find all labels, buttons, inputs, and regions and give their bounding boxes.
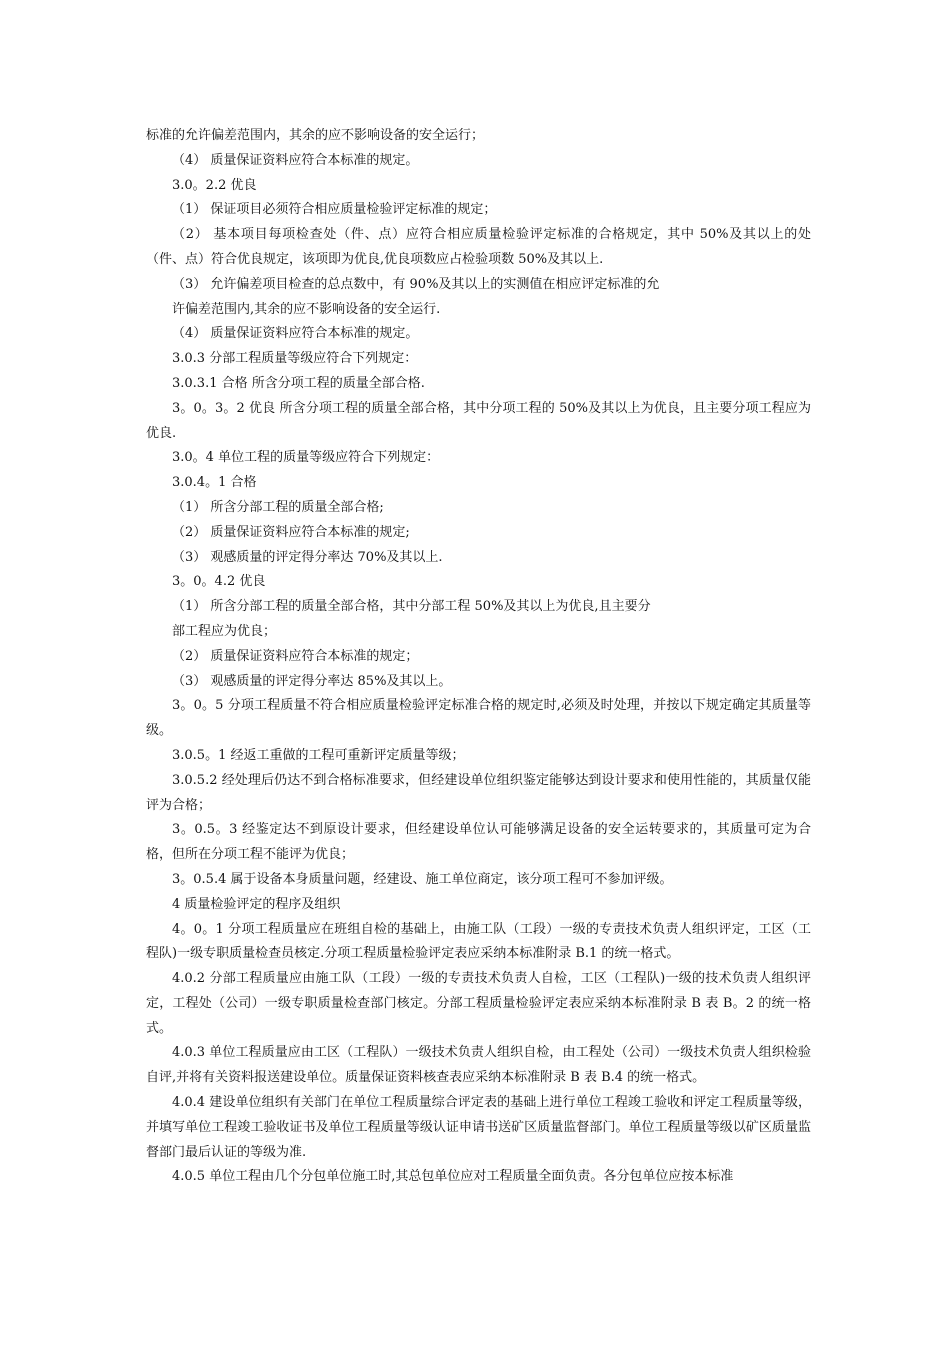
paragraph: 4.0.3 单位工程质量应由工区（工程队）一级技术负责人组织自检，由工程处（公司）一级技术负责人组织检验自评,并将有关资料报送建设单位。质量保证资料核查表应采纳本标准附录 B 表 B.4 的统一格式。: [146, 1045, 811, 1086]
paragraph: 4.0.5 单位工程由几个分包单位施工时,其总包单位应对工程质量全面负责。各分包单位应按本标准: [172, 1169, 734, 1185]
paragraph: （2） 基本项目每项检查处（件、点）应符合相应质量检验评定标准的合格规定，其中 50%及其以上的处（件、点）符合优良规定，该项即为优良,优良项数应占检验项数 50%及其以上.: [146, 227, 811, 267]
paragraph: 3。0.5.4 属于设备本身质量问题，经建设、施工单位商定，该分项工程可不参加评级。: [172, 871, 673, 887]
paragraph: 标准的允许偏差范围内，其余的应不影响设备的安全运行；: [146, 128, 485, 143]
section-heading: 3.0。2.2 优良: [172, 177, 257, 193]
section-heading: 3.0.3 分部工程质量等级应符合下列规定：: [172, 351, 418, 367]
paragraph: （3） 观感质量的评定得分率达 85%及其以上。: [172, 673, 452, 689]
paragraph: 3。0。3。2 优良 所含分项工程的质量全部合格，其中分项工程的 50%及其以上为优良，且主要分项工程应为优良.: [146, 400, 811, 441]
paragraph: 3。0.5。3 经鉴定达不到原设计要求，但经建设单位认可能够满足设备的安全运转要求的，其质量可定为合格，但所在分项工程不能评为优良；: [146, 822, 811, 863]
paragraph: 4。0。1 分项工程质量应在班组自检的基础上，由施工队（工段）一级的专责技术负责人组织评定，工区（工程队)一级专职质量检查员核定.分项工程质量检验评定表应采纳本标准附录 B.1 的统一格式。: [146, 921, 811, 962]
section-heading: 3.0.4。1 合格: [172, 475, 257, 491]
paragraph: 部工程应为优良；: [172, 623, 277, 639]
paragraph: （3） 允许偏差项目检查的总点数中，有 90%及其以上的实测值在相应评定标准的允: [172, 276, 660, 292]
paragraph: （4） 质量保证资料应符合本标准的规定。: [172, 152, 419, 168]
section-heading: 3。0。4.2 优良: [172, 574, 266, 590]
paragraph: （2） 质量保证资料应符合本标准的规定；: [172, 648, 419, 664]
paragraph: （3） 观感质量的评定得分率达 70%及其以上.: [172, 549, 443, 565]
paragraph: （4） 质量保证资料应符合本标准的规定。: [172, 326, 419, 342]
paragraph: 3.0.5。1 经返工重做的工程可重新评定质量等级；: [172, 747, 465, 763]
paragraph: （1） 所含分部工程的质量全部合格，其中分部工程 50%及其以上为优良,且主要分: [172, 599, 651, 615]
paragraph: 3.0.5.2 经处理后仍达不到合格标准要求，但经建设单位组织鉴定能够达到设计要求和使用性能的，其质量仅能评为合格；: [146, 772, 811, 813]
paragraph: 4.0.4 建设单位组织有关部门在单位工程质量综合评定表的基础上进行单位工程竣工验收和评定工程质量等级，并填写单位工程竣工验收证书及单位工程质量等级认证申请书送矿区质量监督部门。单位工程质量等级以矿区质量监督部门最后认证的等级为准.: [146, 1095, 811, 1160]
paragraph: （2） 质量保证资料应符合本标准的规定;: [172, 524, 410, 540]
paragraph: 3.0.3.1 合格 所含分项工程的质量全部合格.: [172, 375, 425, 391]
section-heading: 3.0。4 单位工程的质量等级应符合下列规定：: [172, 450, 440, 466]
paragraph: （1） 保证项目必须符合相应质量检验评定标准的规定；: [172, 202, 497, 218]
paragraph: 3。0。5 分项工程质量不符合相应质量检验评定标准合格的规定时,必须及时处理，并按以下规定确定其质量等级。: [146, 698, 811, 739]
paragraph: 4.0.2 分部工程质量应由施工队（工段）一级的专责技术负责人自检，工区（工程队)一级的技术负责人组织评定，工程处（公司）一级专职质量检查部门核定。分部工程质量检验评定表应采纳本标准附录 B 表 B。2 的统一格式。: [146, 971, 811, 1036]
paragraph: （1） 所含分部工程的质量全部合格;: [172, 499, 384, 515]
chapter-heading: 4 质量检验评定的程序及组织: [172, 896, 341, 912]
document-body: [146, 124, 811, 1190]
paragraph: 许偏差范围内,其余的应不影响设备的安全运行.: [172, 301, 441, 317]
